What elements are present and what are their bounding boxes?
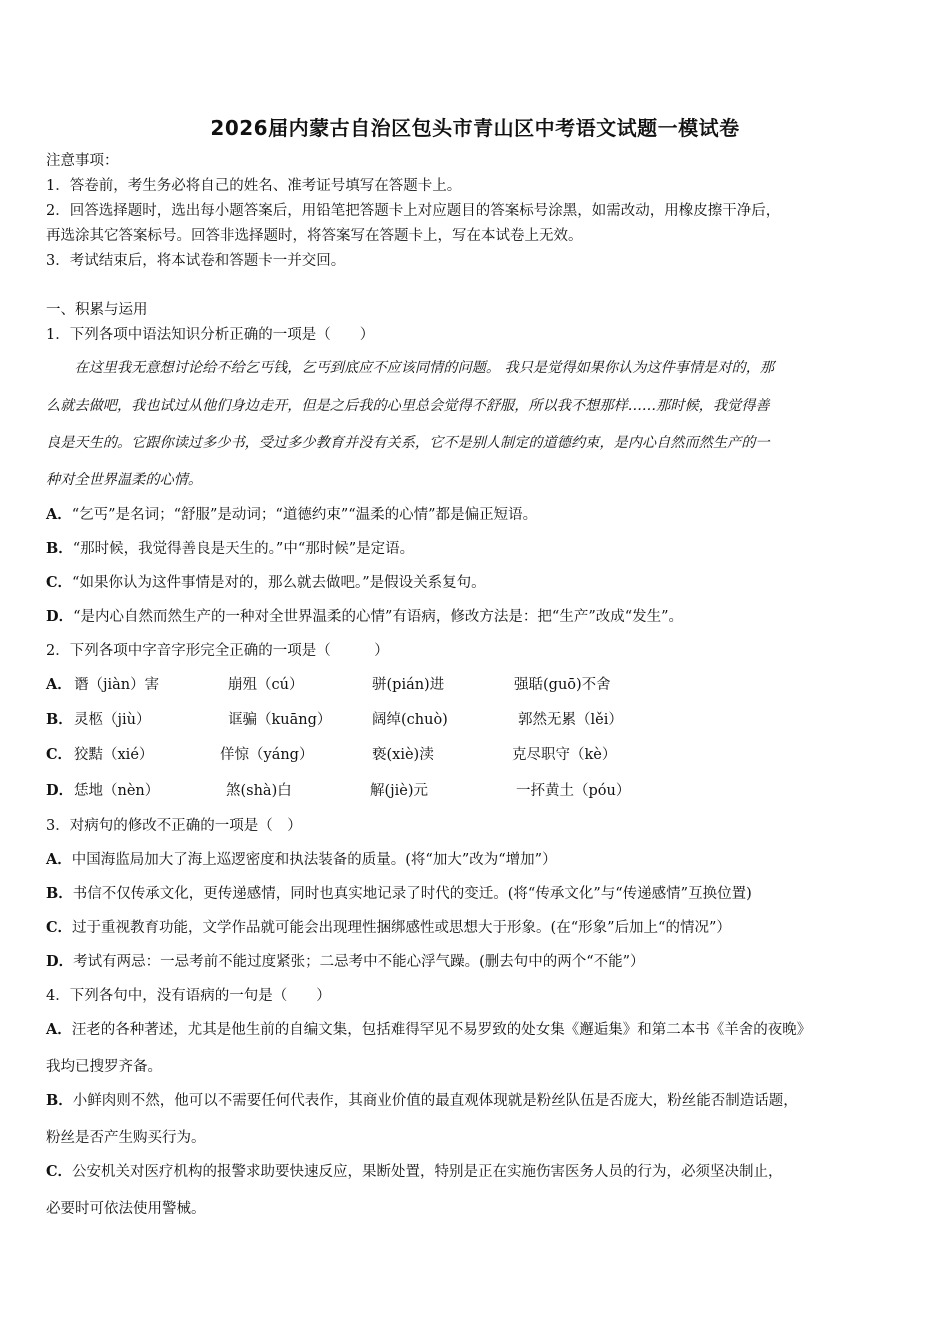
question-1-passage-line: 么就去做吧，我也试过从他们身边走开，但是之后我的心里总会觉得不舒服，所以我不想那样……那时候，我觉得善 xyxy=(46,398,770,414)
notice-item: 3．考试结束后，将本试卷和答题卡一并交回。 xyxy=(46,253,346,269)
question-3-option-d: D．考试有两忌：一忌考前不能过度紧张；二忌考中不能心浮气躁。(删去句中的两个“不能”） xyxy=(46,953,645,970)
question-3-option-a: A．中国海监局加大了海上巡逻密度和执法装备的质量。(将“加大”改为“增加”） xyxy=(46,851,557,868)
question-2-option-a: A． 谮（jiàn）害 崩殂（cú） 骈(pián)进 强聒(guō)不舍 xyxy=(46,676,611,693)
question-1-stem: 1．下列各项中语法知识分析正确的一项是（ ） xyxy=(46,327,375,343)
question-4-option-b: B．小鲜肉则不然，他可以不需要任何代表作，其商业价值的最直观体现就是粉丝队伍是否庞大，粉丝能否制造话题， xyxy=(46,1092,798,1109)
notice-item: 1．答卷前，考生务必将自己的姓名、准考证号填写在答题卡上。 xyxy=(46,178,462,194)
section-heading: 一、积累与运用 xyxy=(46,302,148,318)
question-2-option-b: B． 灵柩（jiù） 诓骗（kuāng） 阔绰(chuò) 郭然无累（lěi） xyxy=(46,711,623,728)
question-1-option-b: B．“那时候，我觉得善良是天生的。”中“那时候”是定语。 xyxy=(46,540,415,557)
notice-item: 再选涂其它答案标号。回答非选择题时，将答案写在答题卡上，写在本试卷上无效。 xyxy=(46,228,583,244)
question-3-option-c: C．过于重视教育功能，文学作品就可能会出现理性捆绑感性或思想大于形象。(在“形象”后加上“的情况”） xyxy=(46,919,731,936)
question-1-passage-line: 种对全世界温柔的心情。 xyxy=(46,472,203,488)
notice-item: 2．回答选择题时，选出每小题答案后，用铅笔把答题卡上对应题目的答案标号涂黑，如需改动，用橡皮擦干净后， xyxy=(46,203,781,219)
notice-heading: 注意事项： xyxy=(46,153,119,169)
question-4-option-b-cont: 粉丝是否产生购买行为。 xyxy=(46,1130,206,1146)
question-1-option-c: C．“如果你认为这件事情是对的，那么就去做吧。”是假设关系复句。 xyxy=(46,574,486,591)
question-3-stem: 3．对病句的修改不正确的一项是（ ） xyxy=(46,818,302,834)
question-1-option-d: D．“是内心自然而然生产的一种对全世界温柔的心情”有语病，修改方法是：把“生产”改成“发生”。 xyxy=(46,608,684,625)
question-3-option-b: B．书信不仅传承文化，更传递感情，同时也真实地记录了时代的变迁。(将“传承文化”与“传递感情”互换位置) xyxy=(46,885,752,902)
question-4-option-a: A．汪老的各种著述，尤其是他生前的自编文集，包括难得罕见不易罗致的处女集《邂逅集》和第二本书《羊舍的夜晚》 xyxy=(46,1021,812,1038)
question-1-passage-line: 在这里我无意想讨论给不给乞丐钱，乞丐到底应不应该同情的问题。 我只是觉得如果你认为这件事情是对的，那 xyxy=(46,360,775,376)
question-1-option-a: A．“乞丐”是名词；“舒服”是动词；“道德约束”“温柔的心情”都是偏正短语。 xyxy=(46,506,538,523)
question-4-option-c: C．公安机关对医疗机构的报警求助要快速反应，果断处置，特别是正在实施伤害医务人员的行为，必须坚决制止， xyxy=(46,1163,783,1180)
page-title: 2026届内蒙古自治区包头市青山区中考语文试题一模试卷 xyxy=(210,116,740,140)
question-1-passage-line: 良是天生的。它跟你读过多少书，受过多少教育并没有关系，它不是别人制定的道德约束，是内心自然而然生产的一 xyxy=(46,435,770,451)
question-2-option-c: C． 狡黠（xié） 佯惊（yáng） 亵(xiè)渎 克尽职守（kè） xyxy=(46,746,617,763)
question-2-stem: 2．下列各项中字音字形完全正确的一项是（ ） xyxy=(46,643,389,659)
question-4-option-a-cont: 我均已搜罗齐备。 xyxy=(46,1059,162,1075)
question-2-option-d: D． 恁地（nèn） 煞(shà)白 解(jiè)元 一抔黄土（póu） xyxy=(46,782,631,799)
question-4-stem: 4．下列各句中，没有语病的一句是（ ） xyxy=(46,988,331,1004)
question-4-option-c-cont: 必要时可依法使用警械。 xyxy=(46,1201,206,1217)
